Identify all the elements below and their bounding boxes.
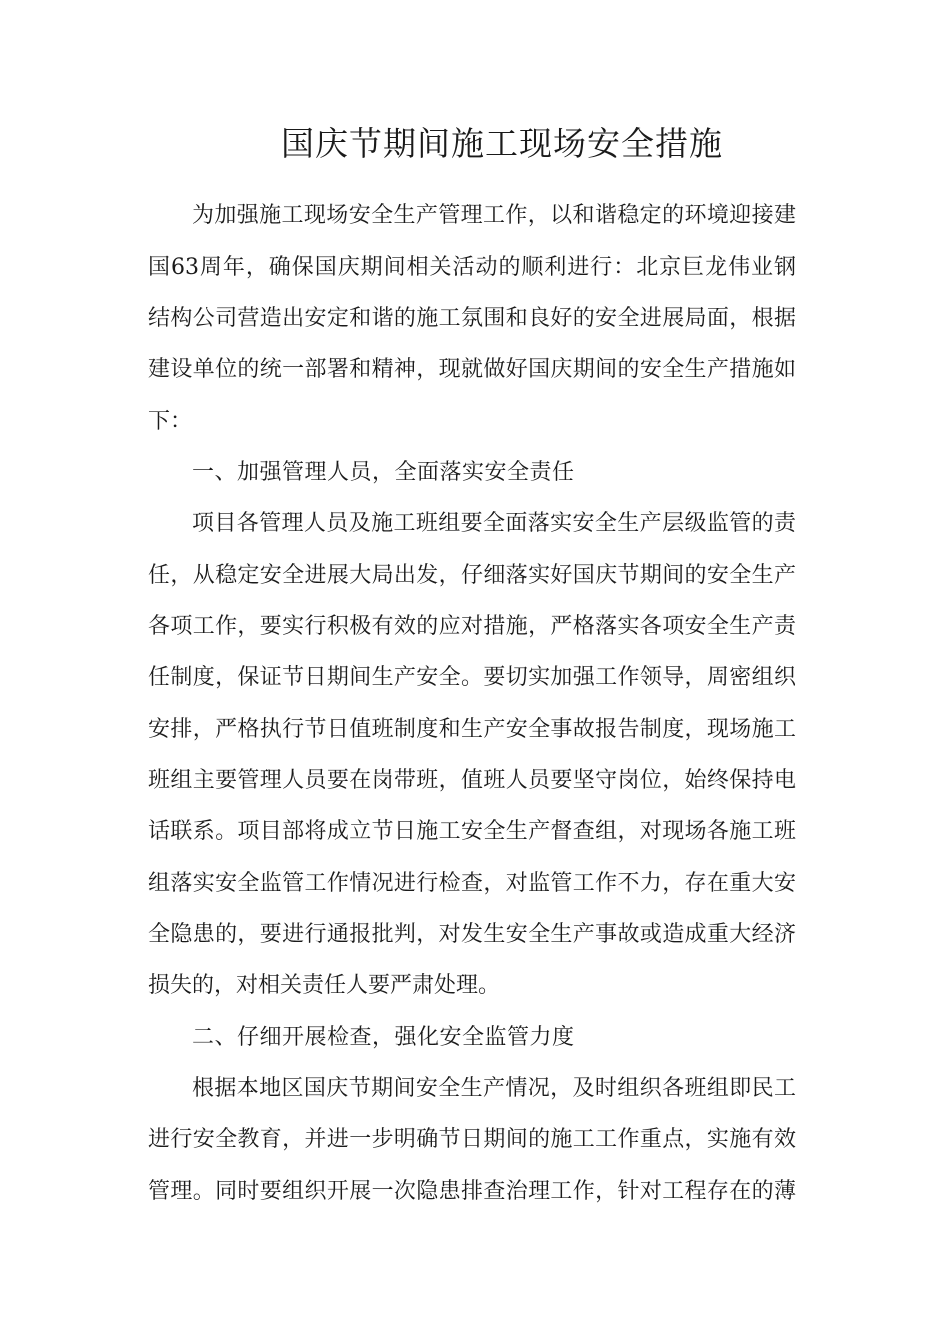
paragraph-line: 管理。同时要组织开展一次隐患排查治理工作，针对工程存在的薄 (148, 1179, 796, 1204)
document-title: 国庆节期间施工现场安全措施 (281, 124, 723, 163)
paragraph-line: 结构公司营造出安定和谐的施工氛围和良好的安全进展局面，根据 (148, 306, 796, 331)
paragraph-line: 损失的，对相关责任人要严肃处理。 (148, 973, 501, 998)
paragraph-line: 各项工作，要实行积极有效的应对措施，严格落实各项安全生产责 (148, 614, 796, 639)
paragraph-line: 任，从稳定安全进展大局出发，仔细落实好国庆节期间的安全生产 (148, 563, 796, 588)
section-heading: 一、加强管理人员，全面落实安全责任 (192, 460, 575, 485)
section-heading: 二、仔细开展检查，强化安全监管力度 (192, 1025, 575, 1050)
paragraph-line: 下： (148, 409, 193, 434)
paragraph-line: 国63周年，确保国庆期间相关活动的顺利进行：北京巨龙伟业钢 (148, 255, 796, 280)
paragraph-line: 话联系。项目部将成立节日施工安全生产督查组，对现场各施工班 (148, 819, 796, 844)
paragraph-line: 全隐患的，要进行通报批判，对发生安全生产事故或造成重大经济 (148, 922, 796, 947)
paragraph-line: 根据本地区国庆节期间安全生产情况，及时组织各班组即民工 (192, 1076, 796, 1101)
paragraph-line: 进行安全教育，并进一步明确节日期间的施工工作重点，实施有效 (148, 1127, 796, 1152)
paragraph-line: 项目各管理人员及施工班组要全面落实安全生产层级监管的责 (192, 511, 796, 536)
paragraph-line: 班组主要管理人员要在岗带班，值班人员要坚守岗位，始终保持电 (148, 768, 796, 793)
paragraph-line: 安排，严格执行节日值班制度和生产安全事故报告制度，现场施工 (148, 717, 796, 742)
paragraph-line: 建设单位的统一部署和精神，现就做好国庆期间的安全生产措施如 (148, 357, 796, 382)
paragraph-line: 组落实安全监管工作情况进行检查，对监管工作不力，存在重大安 (148, 871, 796, 896)
paragraph-line: 任制度，保证节日期间生产安全。要切实加强工作领导，周密组织 (148, 665, 796, 690)
paragraph-line: 为加强施工现场安全生产管理工作，以和谐稳定的环境迎接建 (192, 203, 796, 228)
